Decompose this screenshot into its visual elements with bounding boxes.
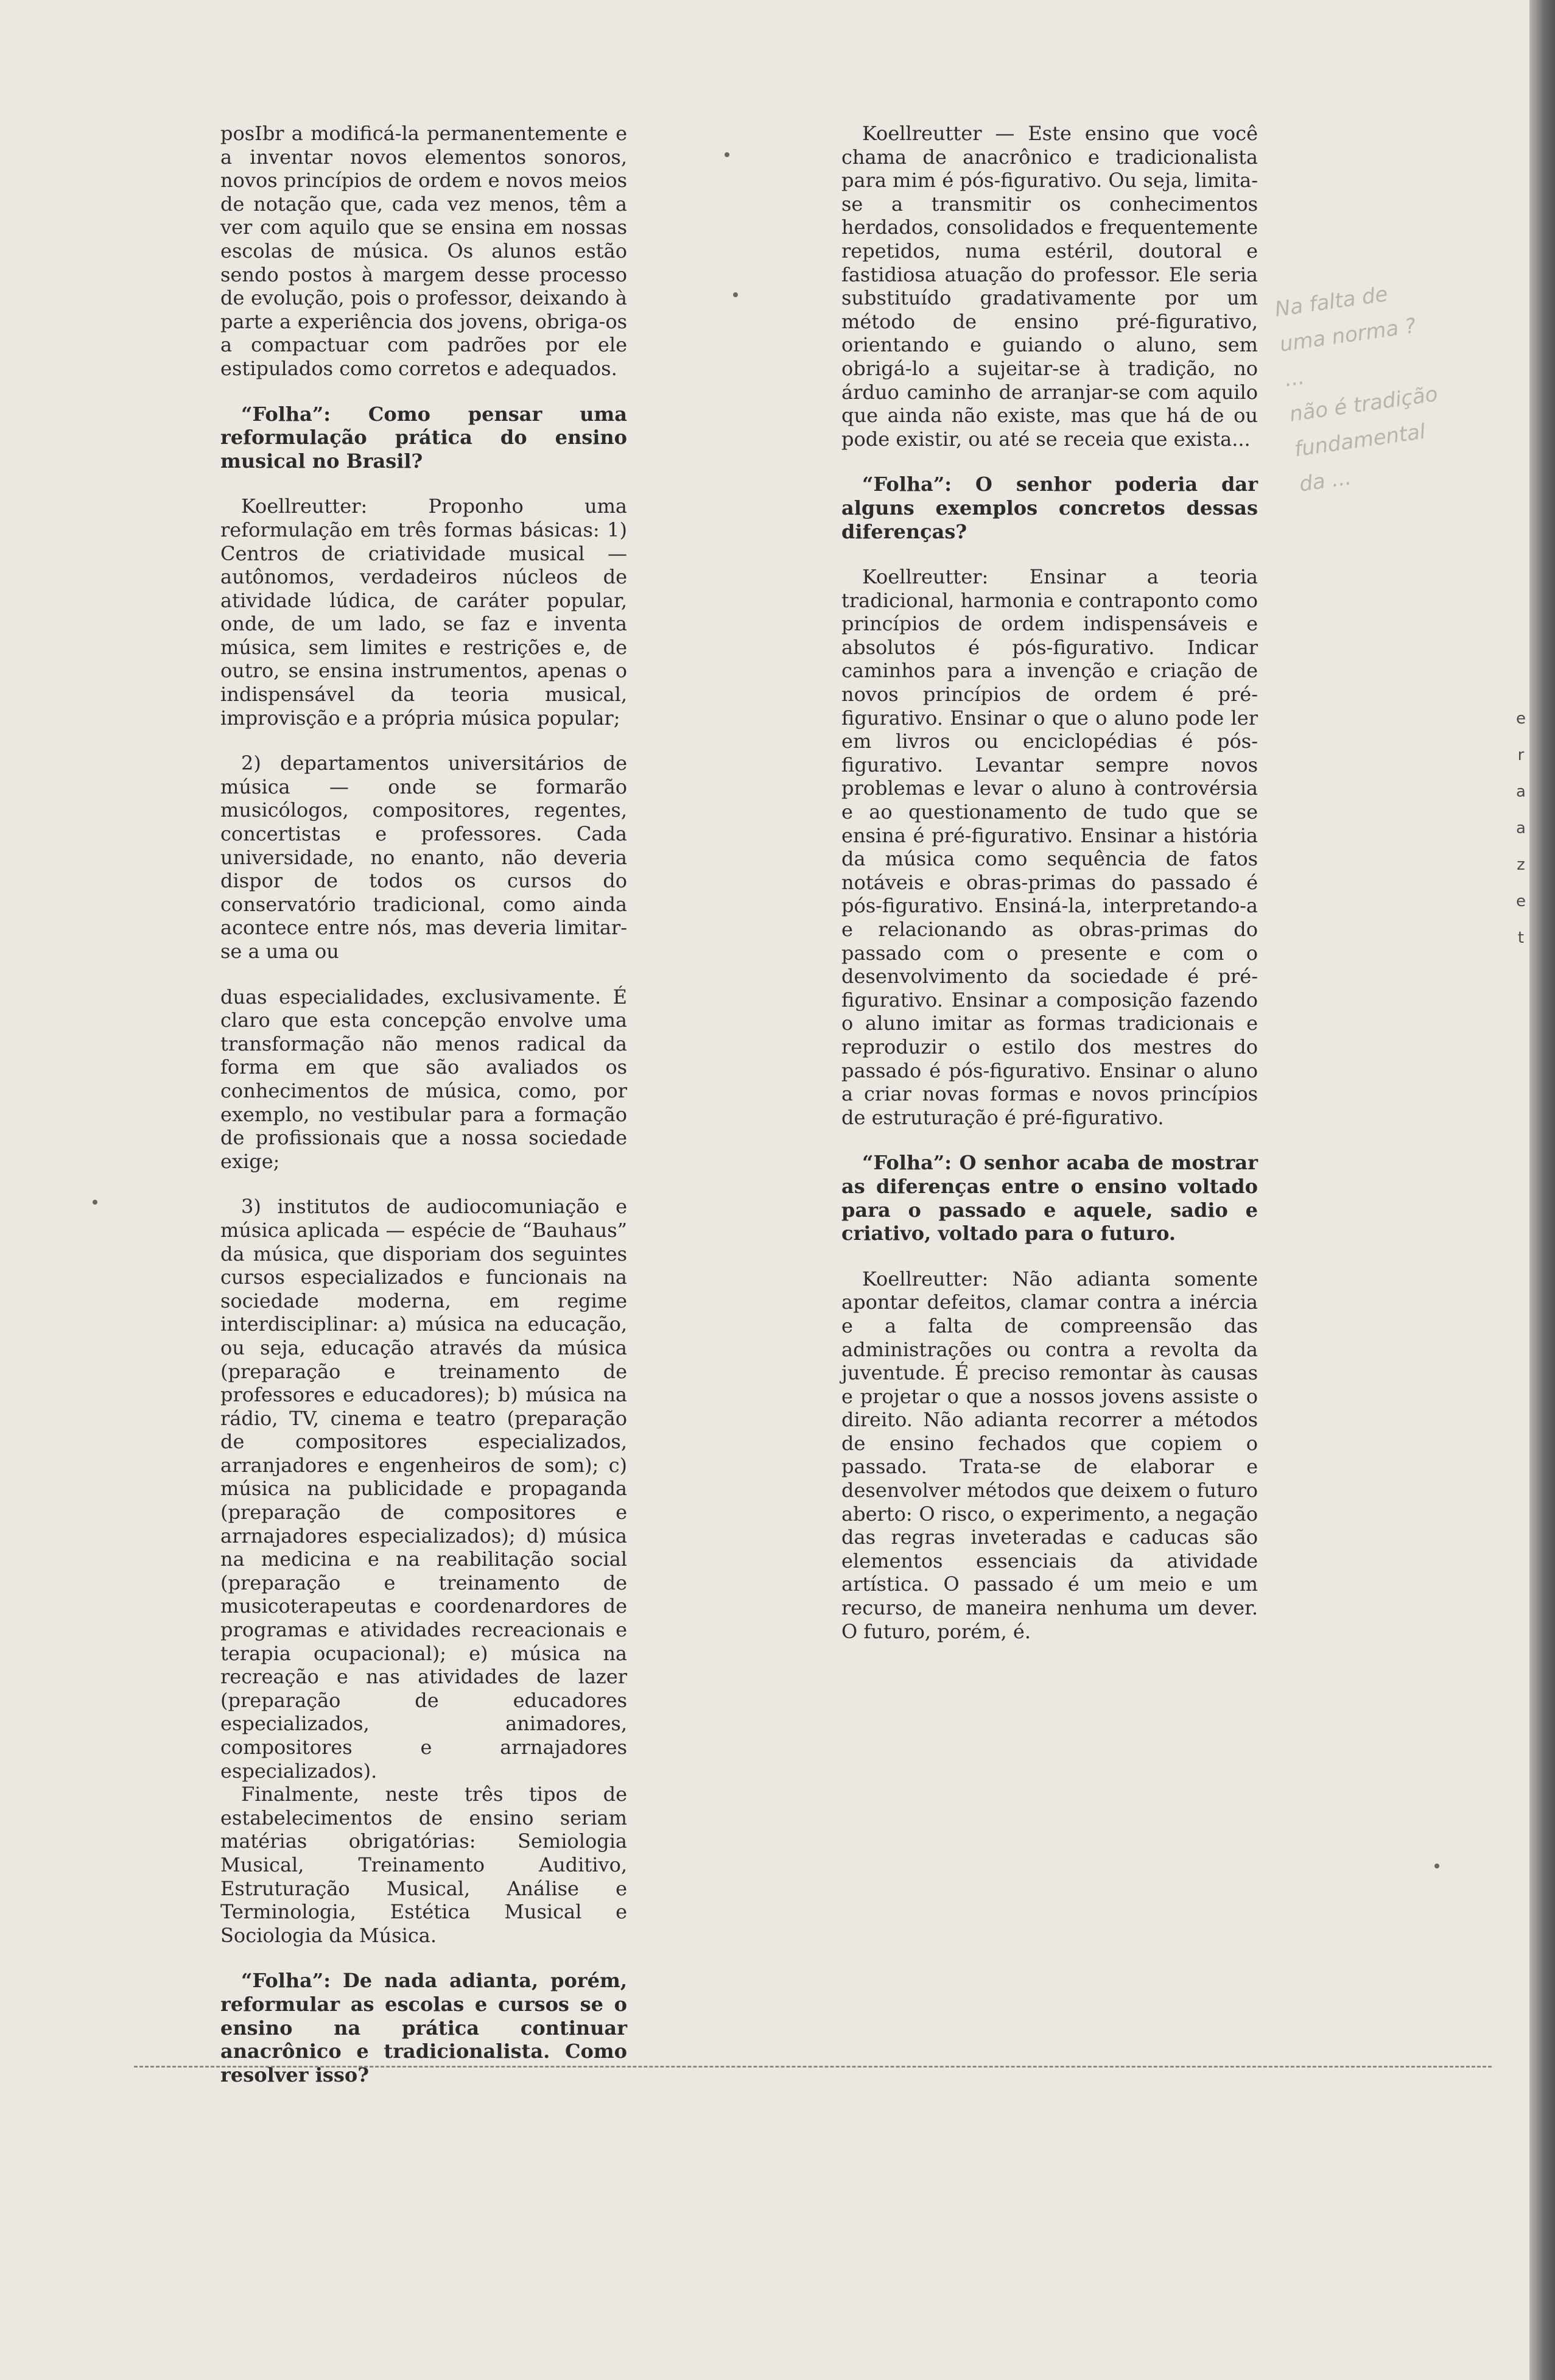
- answer-institutes: 3) institutos de audiocomuniação e música aplicada — espécie de “Bauhaus” da música, que disporiam dos seguintes cursos especializados e funcionais na sociedade moderna, em regime interdisciplinar: a) música na educação, ou seja, educação através da música (preparação e treinamento de professores e educadores); b) música na rádio, TV, cinema e teatro (preparação de compositores especializados, arranjadores e engenheiros de som); c) música na publicidade e propaganda (preparação de compositores e arrnajadores especializados); d) música na medicina e na reabilitação social (preparação e treinamento de musicoterapeutas e coordenardores de programas e atividades recreacionais e terapia ocupacional); e) música na recreação e nas atividades de lazer (preparação de educadores especializados, animadores, compositores e arrnajadores especializados).: [220, 1195, 627, 1783]
- interviewer-question-examples: “Folha”: O senhor poderia dar alguns exemplos concretos dessas diferenças?: [841, 473, 1258, 543]
- interviewer-question-practice: “Folha”: De nada adianta, porém, reformular as escolas e cursos se o ensino na prática continuar anacrônico e tradicionalista. Como resolver isso?: [220, 1969, 627, 2086]
- print-speck: [1434, 1864, 1439, 1868]
- scan-edge-shadow: [1529, 0, 1555, 2380]
- adjacent-page-letters: e r a a z e t: [1516, 709, 1526, 947]
- answer-university-departments: 2) departamentos universitários de música — onde se formarão musicólogos, compositores, regentes, concertistas e professores. Cada universidade, no enanto, não deveria dispor de todos os cursos do conservatório tradicional, como ainda acontece entre nós, mas deveria limitar-se a uma ou: [220, 752, 627, 963]
- handwritten-margin-note: Na falta de uma norma ? ... não é tradição fundamental da ...: [1273, 281, 1439, 497]
- right-column: [841, 122, 1258, 1643]
- paragraph-intro-continuation: posIbr a modificá-la permanentemente e a inventar novos elementos sonoros, novos princípios de ordem e novos meios de notação que, cada vez menos, têm a ver com aquilo que se ensina em nossas escolas de música. Os alunos estão sendo postos à margem desse processo de evolução, pois o professor, deixando à parte a experiência dos jovens, obriga-os a compactuar com padrões por ele estipulados como corretos e adequados.: [220, 122, 627, 380]
- answer-future: Koellreutter: Não adianta somente apontar defeitos, clamar contra a inércia e a falta de compreensão das administrações ou contra a revolta da juventude. É preciso remontar às causas e projetar o que a nossos jovens assiste o direito. Não adianta recorrer a métodos de ensino fechados que copiem o passado. Trata-se de elaborar e desenvolver métodos que deixem o futuro aberto: O risco, o experimento, a negação das regras inveteradas e caducas são elementos essenciais da atividade artística. O passado é um meio e um recurso, de maneira nenhuma um dever. O futuro, porém, é.: [841, 1267, 1258, 1643]
- left-column: [220, 122, 627, 2086]
- answer-examples: Koellreutter: Ensinar a teoria tradicional, harmonia e contraponto como princípios de ordem indispensáveis e absolutos é pós-figurativo. Indicar caminhos para a invenção e criação de novos princípios de ordem é pré-figurativo. Ensinar o que o aluno pode ler em livros ou enciclopédias é pós-figurativo. Levantar sempre novos problemas e levar o aluno à controvérsia e ao questionamento de tudo que se ensina é pré-figurativo. Ensinar a história da música como sequência de fatos notáveis e obras-primas do passado é pós-figurativo. Ensiná-la, interpretando-a e relacionando as obras-primas do passado com o presente e com o desenvolvimento da sociedade é pré-figurativo. Ensinar a composição fazendo o aluno imitar as formas tradicionais e reproduzir o estilo dos mestres do passado é pós-figurativo. Ensinar o aluno a criar novas formas e novos princípios de estruturação é pré-figurativo.: [841, 565, 1258, 1129]
- print-speck: [725, 152, 729, 157]
- interviewer-remark-differences: “Folha”: O senhor acaba de mostrar as diferenças entre o ensino voltado para o passado e aquele, sadio e criativo, voltado para o futuro.: [841, 1151, 1258, 1245]
- print-speck: [733, 292, 738, 297]
- print-speck: [93, 1200, 97, 1205]
- interviewer-question-reform: “Folha”: Como pensar uma reformulação prática do ensino musical no Brasil?: [220, 402, 627, 473]
- fold-line: [134, 2066, 1492, 2068]
- answer-specialities: duas especialidades, exclusivamente. É claro que esta concepção envolve uma transformação não menos radical da forma em que são avaliados os conhecimentos de música, como, por exemplo, no vestibular para a formação de profissionais que a nossa sociedade exige;: [220, 985, 627, 1173]
- answer-mandatory-subjects: Finalmente, neste três tipos de estabelecimentos de ensino seriam matérias obrigatórias: Semiologia Musical, Treinamento Auditivo, Estruturação Musical, Análise e Terminologia, Estética Musical e Sociologia da Música.: [220, 1783, 627, 1947]
- answer-post-figurative: Koellreutter — Este ensino que você chama de anacrônico e tradicionalista para mim é pós-figurativo. Ou seja, limita-se a transmitir os conhecimentos herdados, consolidados e frequentemente repetidos, numa estéril, doutoral e fastidiosa atuação do professor. Ele seria substituído gradativamente por um método de ensino pré-figurativo, orientando e guiando o aluno, sem obrigá-lo a sujeitar-se à tradição, no árduo caminho de arranjar-se com aquilo que ainda não existe, mas que há de ou pode existir, ou até se receia que exista...: [841, 122, 1258, 451]
- answer-three-forms: Koellreutter: Proponho uma reformulação em três formas básicas: 1) Centros de criatividade musical — autônomos, verdadeiros núcleos de atividade lúdica, de caráter popular, onde, de um lado, se faz e inventa música, sem limites e restrições e, de outro, se ensina instrumentos, apenas o indispensável da teoria musical, improvisção e a própria música popular;: [220, 495, 627, 730]
